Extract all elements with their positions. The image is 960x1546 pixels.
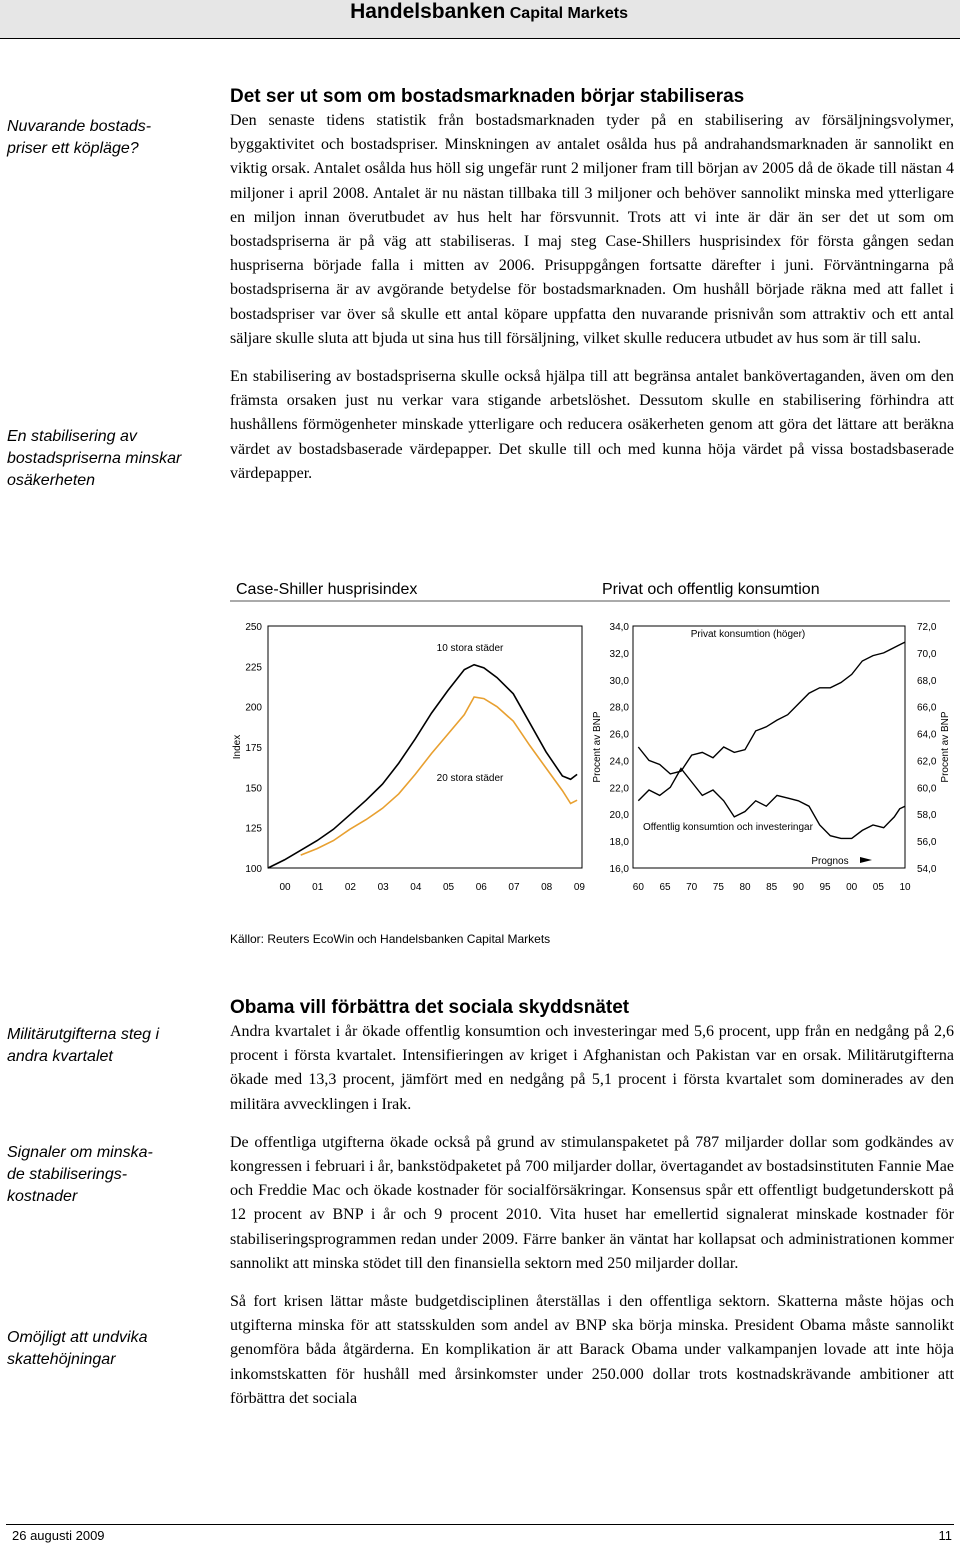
section-title-social: Obama vill förbättra det sociala skyddsnätet <box>230 997 630 1018</box>
section-title-housing: Det ser ut som om bostadsmarknaden börjar stabiliseras <box>230 86 745 107</box>
brand-sub: Capital Markets <box>509 5 628 22</box>
chart2-ytick-left-label: 22,0 <box>609 783 629 795</box>
paragraph-social-2: De offentliga utgifterna ökade också på grund av stimulanspaketet på 787 miljarder dollar som godkändes av kongressen i februari i år, bankstödpaketet på 700 miljarder dollar, övertagandet av bostadsinstituten Fannie Mae och Freddie Mac och ökade kostnader för socialförsäkringar. Konsensus spår ett offentligt budgetunderskott på 12 procent av BNP i år och 9 procent 2010. Vita huset har emellertid signalerat minskade kostnader för stabiliseringsprogrammen redan under 2009. Färre banker än väntat har kollapsat och administrationen kommer sannolikt att minska stödet till den finansiella sektorn med 250 miljarder dollar. <box>230 1133 954 1272</box>
footer-date: 26 augusti 2009 <box>12 1528 105 1543</box>
chart1-title: Case-Shiller husprisindex <box>236 581 418 598</box>
chart2-ytick-right-label: 58,0 <box>917 810 937 822</box>
chart2-ylabel-left: Procent av BNP <box>592 711 603 783</box>
chart1-series-1-label: 10 stora städer <box>436 643 504 654</box>
chart1-ytick-label: 125 <box>245 823 262 835</box>
chart2-xtick-label: 75 <box>712 882 724 893</box>
chart2-ytick-right-label: 62,0 <box>917 756 937 768</box>
footer-page-number: 11 <box>938 1528 952 1543</box>
chart2-ytick-right-label: 64,0 <box>917 729 937 741</box>
chart2-ytick-right-label: 72,0 <box>917 622 937 633</box>
brand-logo <box>350 0 628 26</box>
chart2-ytick-left-label: 16,0 <box>609 864 629 875</box>
paragraph-social-3: Så fort krisen lättar måste budgetdisciplinen återställas i den offentliga sektorn. Skatterna måste höjas och utgifterna minska för att statsskulden som andel av BNP ska börja minska. President Obama måste sannolikt genomföra båda åtgärderna. En komplikation är att Barack Obama under valkampanjen lovade att inte höja inkomstskatten för hushåll med årsinkomster under 250.000 dollar trots kostnadskrävande ambitioner att förbättra det sociala <box>230 1293 954 1407</box>
section-social <box>230 996 954 1411</box>
chart1-xtick-label: 02 <box>344 882 356 893</box>
chart2-ytick-left-label: 24,0 <box>609 756 629 768</box>
chart2-series-2-label: Offentlig konsumtion och investeringar <box>643 822 813 833</box>
paragraph-social-1: Andra kvartalet i år ökade offentlig konsumtion och investeringar med 5,6 procent, upp från en nedgång på 2,6 procent i första kvartalet. Intensifieringen av kriget i Afghanistan och Pakistan var en orsak. Militärutgifterna ökade med 13,3 procent, jämfört med en nedgång på 5,1 procent i första kvartalet som dominerades av den militära avvecklingen i Irak. <box>230 1023 954 1113</box>
chart2-ytick-left-label: 34,0 <box>609 622 629 633</box>
chart2-xtick-label: 65 <box>659 882 671 893</box>
chart1-frame <box>268 626 582 868</box>
chart2-ytick-left-label: 32,0 <box>609 648 629 660</box>
chart1-xtick-label: 03 <box>377 882 389 893</box>
chart2-xtick-label: 85 <box>766 882 778 893</box>
section-housing <box>230 85 954 486</box>
chart2-ytick-left-label: 28,0 <box>609 702 629 714</box>
chart1-ytick-label: 175 <box>245 743 262 754</box>
chart2-ytick-left-label: 20,0 <box>609 810 629 822</box>
chart1-plot <box>232 622 585 893</box>
chart1-xtick-label: 09 <box>573 882 585 893</box>
chart1-xtick-label: 08 <box>541 882 553 893</box>
chart2-ytick-right-label: 56,0 <box>917 837 937 849</box>
chart1-ytick-label: 100 <box>245 864 262 875</box>
paragraph-housing-1: Den senaste tidens statistik från bostadsmarknaden tyder på en stabilisering av försäljningsvolymer, byggaktivitet och bostadspriser. Minskningen av antalet osålda hus på andrahandsmarknaden är sannolikt en viktig orsak. Antalet osålda hus höll sig ungefär runt 2 miljoner fram till början av 2005 då de ökade till nästan 4 miljoner i april 2008. Antalet är nu nästan tillbaka till 3 miljoner och behöver sannolikt minska med ytterligare en miljon innan överutbudet av hus helt har försvunnit. Trots att vi inte är där än ser det ut som om bostadspriserna är på väg att stabiliseras. I maj steg Case-Shillers husprisindex för första gången sedan huspriserna började falla i mitten av 2006. Prisuppgången fortsatte därefter i juni. Förväntningarna på bostadspriserna är av avgörande betydelse för bostadsmarknaden. Om hushåll började räkna med att fallet i bostadspriser var över så skulle ett antal köpare uppfatta den nuvarande prisnivån som attraktiv och ett antal säljare skulle sluta att bjuda ut sina hus till försäljning, vilket skulle reducera utbudet av hus som är till salu. <box>230 112 954 347</box>
chart2-ytick-right-label: 70,0 <box>917 648 937 660</box>
chart1-ytick-label: 150 <box>245 783 262 795</box>
chart-source: Källor: Reuters EcoWin och Handelsbanken Capital Markets <box>230 932 551 946</box>
chart2-ytick-right-label: 68,0 <box>917 675 937 687</box>
margin-note-4: Signaler om minska- de stabiliserings- kostnader <box>7 1144 153 1205</box>
chart1-xtick-label: 06 <box>475 882 487 893</box>
chart2-xtick-label: 60 <box>632 882 644 893</box>
margin-note-3: Militärutgifterna steg i andra kvartalet <box>7 1026 160 1065</box>
page-header <box>0 0 960 39</box>
chart1-xtick-label: 05 <box>442 882 455 893</box>
chart2-xtick-label: 70 <box>686 882 698 893</box>
chart2-xtick-label: 90 <box>792 882 804 893</box>
chart2-ylabel-right: Procent av BNP <box>940 711 951 783</box>
chart1-xtick-label: 00 <box>279 882 291 893</box>
chart2-title: Privat och offentlig konsumtion <box>602 581 820 598</box>
chart1-xtick-label: 07 <box>508 882 520 893</box>
paragraph-housing-2: En stabilisering av bostadspriserna skulle också hjälpa till att begränsa antalet bankövertaganden, även om den främsta orsaken just nu verkar vara stigande arbetslöshet. Dessutom skulle en stabilisering förhindra att hushållens förmögenheter minskade ytterligare och reducera osäkerheten genom att göra det lättare att beräkna värdet av bostadsbaserade värdepapper. Det skulle till och med kunna höja värdet på vissa bostadsbaserade värdepapper. <box>230 368 954 482</box>
chart1-series-2-label: 20 stora städer <box>436 773 504 784</box>
chart1-xtick-label: 01 <box>312 882 324 893</box>
chart2-plot <box>592 622 951 893</box>
chart1-ylabel: Index <box>232 734 243 760</box>
chart2-ytick-right-label: 60,0 <box>917 783 937 795</box>
chart2-xtick-label: 80 <box>739 882 751 893</box>
chart2-ytick-left-label: 18,0 <box>609 837 629 849</box>
chart2-ytick-right-label: 66,0 <box>917 702 937 714</box>
chart1-xtick-label: 04 <box>410 882 422 893</box>
chart2-annotation: Prognos <box>811 856 849 867</box>
chart2-xtick-label: 05 <box>872 882 884 893</box>
chart2-ytick-left-label: 26,0 <box>609 729 629 741</box>
margin-note-1: Nuvarande bostads- priser ett köpläge? <box>7 118 152 157</box>
chart2-xtick-label: 95 <box>819 882 831 893</box>
chart2-series-1-label: Privat konsumtion (höger) <box>690 629 806 640</box>
chart2-ytick-left-label: 30,0 <box>609 675 629 687</box>
chart1-ytick-label: 250 <box>245 622 262 633</box>
charts-figure <box>0 570 960 910</box>
chart1-ytick-label: 200 <box>245 702 262 714</box>
margin-note-2: En stabilisering av bostadspriserna minskar osäkerheten <box>7 428 182 489</box>
chart2-ytick-right-label: 54,0 <box>917 864 937 875</box>
chart1-ytick-label: 225 <box>245 662 262 674</box>
chart2-xtick-label: 00 <box>846 882 858 893</box>
chart2-xtick-label: 10 <box>899 882 911 893</box>
footer-rule <box>6 1524 954 1525</box>
brand-main: Handelsbanken <box>350 0 506 23</box>
margin-note-5: Omöjligt att undvika skattehöjningar <box>7 1329 148 1368</box>
